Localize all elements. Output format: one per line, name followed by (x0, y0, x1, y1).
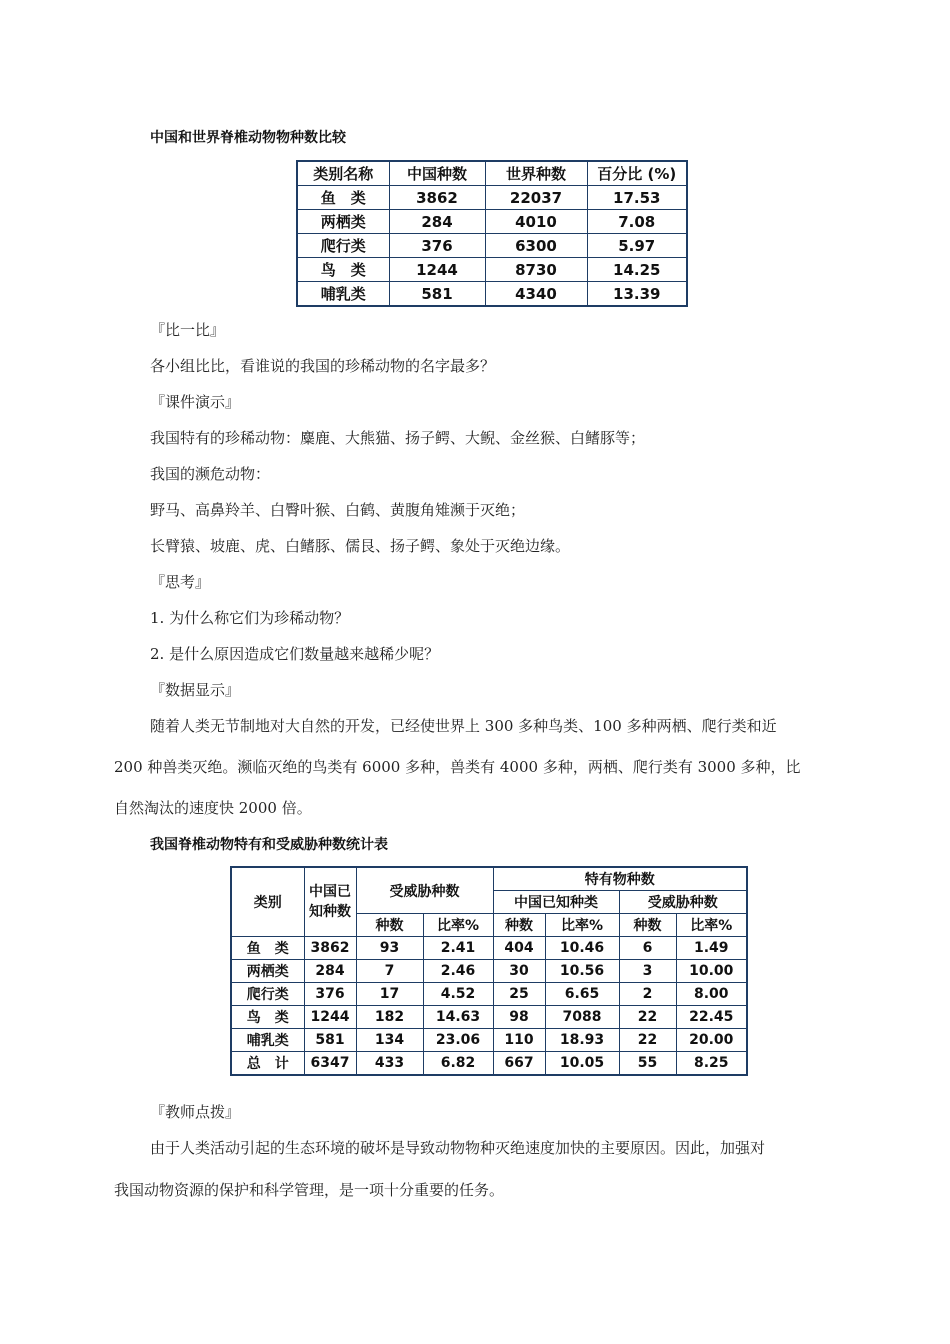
threatened-count-cell: 433 (356, 1052, 423, 1076)
endemic-count-cell: 667 (493, 1052, 545, 1076)
table-row-total (231, 1052, 747, 1076)
percent-cell: 5.97 (587, 234, 687, 258)
table-row (297, 234, 687, 258)
paragraph: 200 种兽类灭绝。濒临灭绝的鸟类有 6000 多种，兽类有 4000 多种，两栖、爬行类有 3000 多种，比 (114, 758, 801, 776)
table-row (297, 282, 687, 307)
column-header-endemic: 特有物种数 (493, 867, 747, 891)
threatened-count-cell: 17 (356, 983, 423, 1006)
column-header-rate: 比率% (676, 914, 747, 937)
paragraph: 我国动物资源的保护和科学管理，是一项十分重要的任务。 (114, 1181, 505, 1199)
category-cell: 两栖类 (297, 210, 389, 234)
known-count-cell: 1244 (304, 1006, 356, 1029)
threatened-count-cell: 134 (356, 1029, 423, 1052)
paragraph: 野马、高鼻羚羊、白臀叶猴、白鹤、黄腹角雉濒于灭绝； (150, 501, 526, 519)
threatened-rate-cell: 2.41 (423, 937, 493, 960)
paragraph: 长臂猿、坡鹿、虎、白鳍豚、儒艮、扬子鳄、象处于灭绝边缘。 (150, 537, 571, 555)
endemic-threatened-table (230, 866, 748, 1076)
endemic-threatened-rate-cell: 10.00 (676, 960, 747, 983)
column-header: 世界种数 (485, 161, 587, 186)
china-count-cell: 376 (389, 234, 485, 258)
category-cell: 哺乳类 (297, 282, 389, 307)
category-cell: 爬行类 (297, 234, 389, 258)
table1-title: 中国和世界脊椎动物物种数比较 (150, 130, 346, 146)
endemic-threatened-rate-cell: 20.00 (676, 1029, 747, 1052)
category-cell: 总 计 (231, 1052, 304, 1076)
category-cell: 鱼 类 (231, 937, 304, 960)
paragraph: 随着人类无节制地对大自然的开发，已经使世界上 300 多种鸟类、100 多种两栖、爬行类和近 (150, 717, 777, 735)
known-count-cell: 6347 (304, 1052, 356, 1076)
endemic-rate-cell: 18.93 (545, 1029, 619, 1052)
endemic-rate-cell: 10.46 (545, 937, 619, 960)
known-count-cell: 581 (304, 1029, 356, 1052)
column-header: 百分比 (%) (587, 161, 687, 186)
endemic-threatened-rate-cell: 22.45 (676, 1006, 747, 1029)
endemic-threatened-count-cell: 22 (619, 1029, 676, 1052)
column-header-count: 种数 (619, 914, 676, 937)
column-header-threatened: 受威胁种数 (356, 867, 493, 914)
table-row (231, 960, 747, 983)
endemic-threatened-count-cell: 6 (619, 937, 676, 960)
percent-cell: 13.39 (587, 282, 687, 307)
endemic-threatened-count-cell: 2 (619, 983, 676, 1006)
endemic-count-cell: 25 (493, 983, 545, 1006)
known-count-cell: 284 (304, 960, 356, 983)
species-comparison-table (296, 160, 688, 307)
endemic-threatened-rate-cell: 1.49 (676, 937, 747, 960)
table-header-row (231, 867, 747, 891)
table-header-row (297, 161, 687, 186)
table-row (297, 210, 687, 234)
known-count-cell: 3862 (304, 937, 356, 960)
table-row (231, 1029, 747, 1052)
threatened-rate-cell: 14.63 (423, 1006, 493, 1029)
threatened-rate-cell: 2.46 (423, 960, 493, 983)
column-header-category: 类别 (231, 867, 304, 937)
world-count-cell: 6300 (485, 234, 587, 258)
table-row (231, 1006, 747, 1029)
section-heading: 『思考』 (150, 573, 211, 591)
category-cell: 爬行类 (231, 983, 304, 1006)
column-header-known-cell (304, 867, 356, 937)
endemic-rate-cell: 7088 (545, 1006, 619, 1029)
endemic-threatened-rate-cell: 8.25 (676, 1052, 747, 1076)
world-count-cell: 4340 (485, 282, 587, 307)
endemic-threatened-count-cell: 3 (619, 960, 676, 983)
table2-title: 我国脊椎动物特有和受威胁种数统计表 (150, 837, 388, 853)
table-row (297, 258, 687, 282)
column-header-count: 种数 (493, 914, 545, 937)
table-row (231, 983, 747, 1006)
question-item: 1. 为什么称它们为珍稀动物？ (150, 609, 350, 627)
paragraph: 我国特有的珍稀动物：麋鹿、大熊猫、扬子鳄、大鲵、金丝猴、白鳍豚等； (150, 429, 646, 447)
percent-cell: 7.08 (587, 210, 687, 234)
column-header-rate: 比率% (423, 914, 493, 937)
endemic-rate-cell: 10.05 (545, 1052, 619, 1076)
category-cell: 两栖类 (231, 960, 304, 983)
section-heading: 『数据显示』 (150, 681, 241, 699)
threatened-rate-cell: 4.52 (423, 983, 493, 1006)
paragraph: 各小组比比，看谁说的我国的珍稀动物的名字最多？ (150, 357, 496, 375)
endemic-count-cell: 404 (493, 937, 545, 960)
column-header: 中国种数 (389, 161, 485, 186)
threatened-rate-cell: 6.82 (423, 1052, 493, 1076)
endemic-rate-cell: 10.56 (545, 960, 619, 983)
section-heading: 『教师点拨』 (150, 1103, 241, 1121)
table-row (297, 186, 687, 210)
endemic-threatened-count-cell: 22 (619, 1006, 676, 1029)
section-heading: 『比一比』 (150, 321, 226, 339)
question-item: 2. 是什么原因造成它们数量越来越稀少呢？ (150, 645, 440, 663)
column-header-rate: 比率% (545, 914, 619, 937)
section-heading: 『课件演示』 (150, 393, 241, 411)
percent-cell: 17.53 (587, 186, 687, 210)
china-count-cell: 284 (389, 210, 485, 234)
category-cell: 鸟 类 (231, 1006, 304, 1029)
column-header-endemic-threatened: 受威胁种数 (619, 891, 747, 914)
column-header: 类别名称 (297, 161, 389, 186)
threatened-rate-cell: 23.06 (423, 1029, 493, 1052)
threatened-count-cell: 93 (356, 937, 423, 960)
world-count-cell: 8730 (485, 258, 587, 282)
endemic-count-cell: 30 (493, 960, 545, 983)
column-header-count: 种数 (356, 914, 423, 937)
china-count-cell: 1244 (389, 258, 485, 282)
world-count-cell: 4010 (485, 210, 587, 234)
paragraph: 自然淘汰的速度快 2000 倍。 (114, 799, 312, 817)
category-cell: 哺乳类 (231, 1029, 304, 1052)
column-header-endemic-known: 中国已知种类 (493, 891, 619, 914)
percent-cell: 14.25 (587, 258, 687, 282)
china-count-cell: 3862 (389, 186, 485, 210)
threatened-count-cell: 7 (356, 960, 423, 983)
threatened-count-cell: 182 (356, 1006, 423, 1029)
endemic-threatened-count-cell: 55 (619, 1052, 676, 1076)
china-count-cell: 581 (389, 282, 485, 307)
endemic-rate-cell: 6.65 (545, 983, 619, 1006)
column-header-known: 中国已知种数 (309, 884, 351, 920)
category-cell: 鱼 类 (297, 186, 389, 210)
known-count-cell: 376 (304, 983, 356, 1006)
world-count-cell: 22037 (485, 186, 587, 210)
table-row (231, 937, 747, 960)
endemic-count-cell: 110 (493, 1029, 545, 1052)
endemic-threatened-rate-cell: 8.00 (676, 983, 747, 1006)
endemic-count-cell: 98 (493, 1006, 545, 1029)
paragraph: 我国的濒危动物： (150, 465, 271, 483)
category-cell: 鸟 类 (297, 258, 389, 282)
paragraph: 由于人类活动引起的生态环境的破坏是导致动物物种灭绝速度加快的主要原因。因此，加强对 (150, 1139, 766, 1157)
